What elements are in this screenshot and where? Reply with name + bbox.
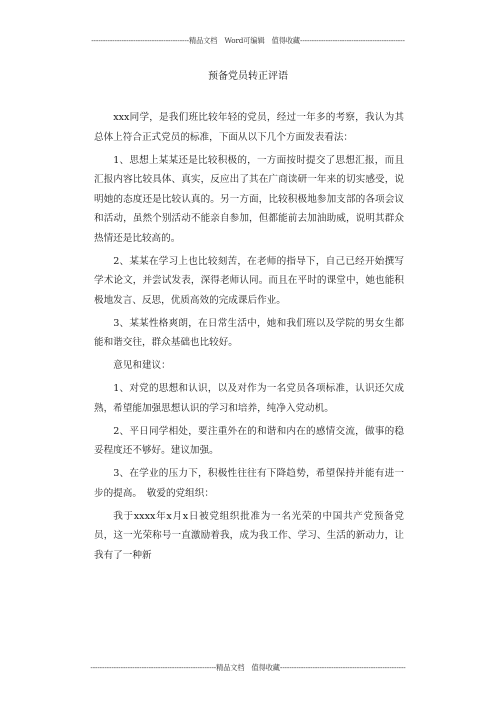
page-footer: ------------------------------------------------------精品文档 值得收藏------------------------------------------------------ (90, 663, 406, 672)
paragraph-letter-start: 我于xxxx年x月x日被党组织批准为一名光荣的中国共产党预备党员，这一光荣称号一直激励着我，成为我工作、学习、生活的新动力，让我有了一种新 (94, 510, 404, 561)
paragraph-intro: xxx同学，是我们班比较年轻的党员，经过一年多的考察，我认为其总体上符合正式党员的标准，下面从以下几个方面发表看法： (94, 112, 404, 143)
document-body (94, 108, 404, 569)
paragraph-suggestion-2: 2、平日同学相处，要注重外在的和谐和内在的感情交流，做事的稳妥程度还不够好。建议加强。 (94, 425, 404, 456)
paragraph-suggestions-heading: 意见和建议： (113, 360, 171, 371)
paragraph-suggestion-3: 3、在学业的压力下，积极性往往有下降趋势，希望保持并能有进一步的提高。 敬爱的党组织： (94, 468, 404, 499)
document-title: 预备党员转正评语 (208, 71, 288, 82)
page-header: ------------------------------------------精品文档 Word可编辑 值得收藏--------------------------------------------- (91, 36, 405, 45)
paragraph-suggestion-1: 1、对党的思想和认识，以及对作为一名党员各项标准，认识还欠成熟，希望能加强思想认识的学习和培养，纯净入党动机。 (94, 383, 404, 414)
paragraph-point-1: 1、思想上某某还是比较积极的，一方面按时提交了思想汇报，而且汇报内容比较具体、真实，反应出了其在广商读研一年来的切实感受，说明她的态度还是比较认真的。另一方面，比较积极地参加支部的各项会议和活动，虽然个别活动不能亲自参加，但都能前去加油助威，说明其群众热情还是比较高的。 (94, 154, 404, 244)
paragraph-point-3: 3、某某性格爽朗，在日常生活中，她和我们班以及学院的男女生都能和谐交往，群众基础也比较好。 (94, 317, 404, 348)
paragraph-point-2: 2、某某在学习上也比较刻苦，在老师的指导下，自己已经开始撰写学术论文，并尝试发表，深得老师认同。而且在平时的课堂中，她也能积极地发言、反思，优质高效的完成课后作业。 (94, 255, 404, 306)
